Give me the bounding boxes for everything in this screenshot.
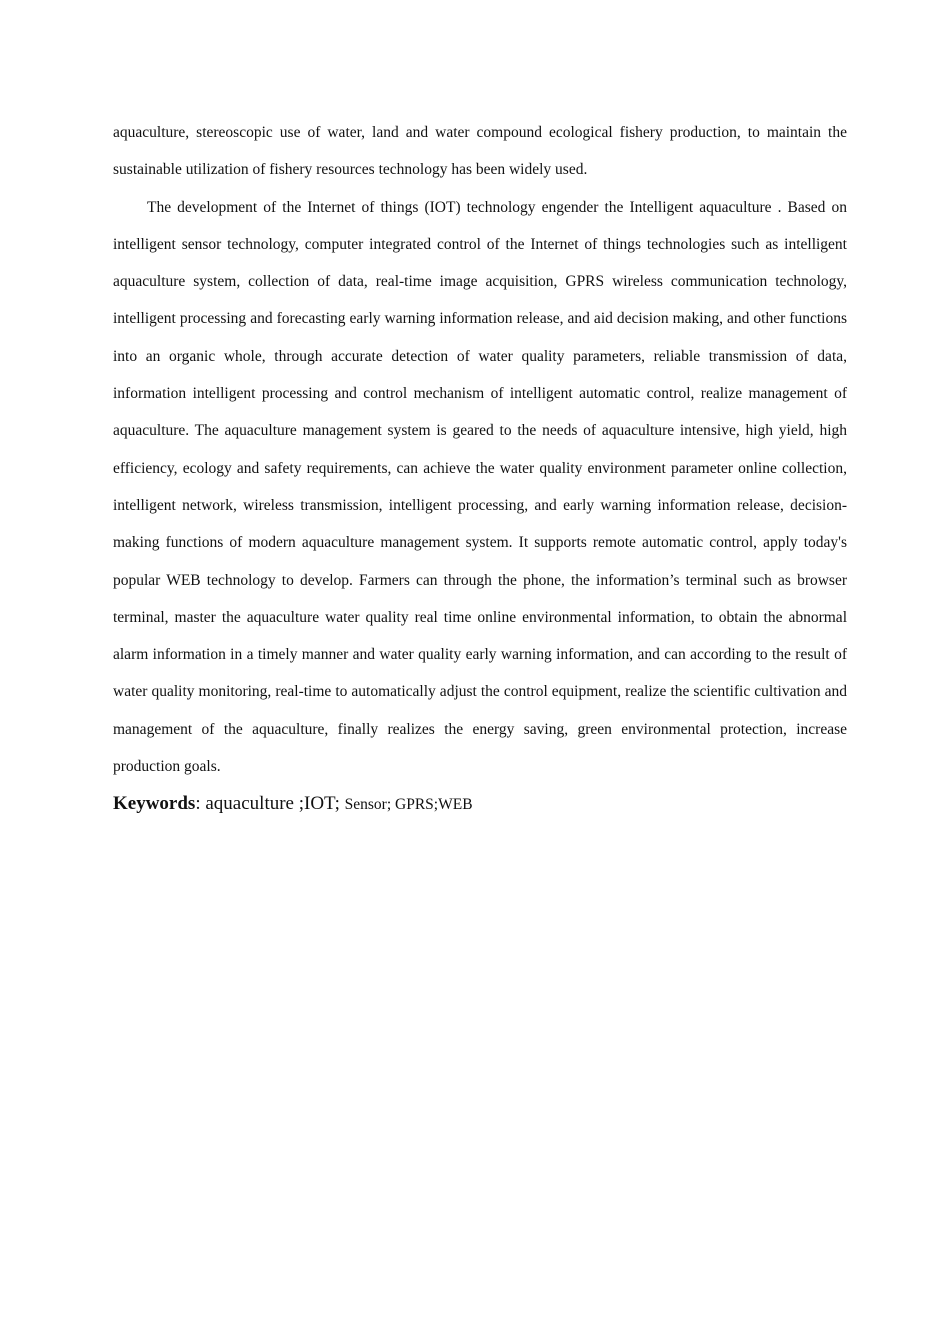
keywords-rest: Sensor; GPRS;WEB: [344, 796, 473, 814]
keywords-main: aquaculture ;IOT;: [205, 793, 345, 815]
keywords-line: [113, 787, 847, 822]
document-page: [113, 114, 847, 822]
paragraph-continued: aquaculture, stereoscopic use of water, land and water compound ecological fishery production, to maintain the sustainable utilization of fishery resources technology has been widely used.: [113, 124, 847, 179]
keywords-separator: :: [195, 793, 206, 815]
keywords-label: Keywords: [113, 793, 196, 815]
paragraph-iot-development: The development of the Internet of things (IOT) technology engender the Intelligent aquaculture . Based on intelligent sensor technology, computer integrated control of the Internet of things technologies such as intelligent aquaculture system, collection of data, real-time image acquisition, GPRS wireless communication technology, intelligent processing and forecasting early warning information release, and aid decision making, and other functions into an organic whole, through accurate detection of water quality parameters, reliable transmission of data, information intelligent processing and control mechanism of intelligent automatic control, realize management of aquaculture. The aquaculture management system is geared to the needs of aquaculture intensive, high yield, high efficiency, ecology and safety requirements, can achieve the water quality environment parameter online collection, intelligent network, wireless transmission, intelligent processing, and early warning information release, decision-making functions of modern aquaculture management system. It supports remote automatic control, apply today's popular WEB technology to develop. Farmers can through the phone, the information’s terminal such as browser terminal, master the aquaculture water quality real time online environmental information, to obtain the abnormal alarm information in a timely manner and water quality early warning information, and can according to the result of water quality monitoring, real-time to automatically adjust the control equipment, realize the scientific cultivation and management of the aquaculture, finally realizes the energy saving, green environmental protection, increase production goals.: [113, 198, 847, 776]
